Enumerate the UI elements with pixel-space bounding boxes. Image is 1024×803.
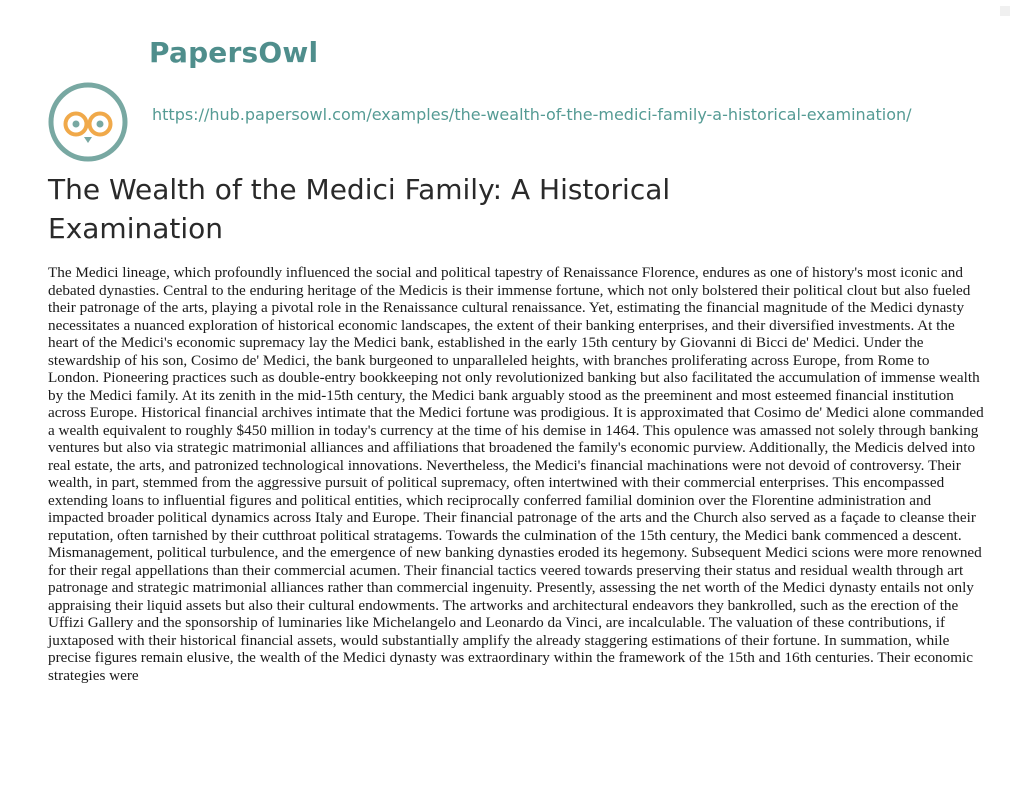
owl-logo-icon <box>48 82 128 162</box>
source-url-link[interactable]: https://hub.papersowl.com/examples/the-wealth-of-the-medici-family-a-historical-examination/ <box>152 105 912 124</box>
header <box>48 30 988 160</box>
corner-mark-icon <box>1000 6 1010 16</box>
page-title: The Wealth of the Medici Family: A Historical Examination <box>48 173 671 245</box>
brand-name[interactable]: PapersOwl <box>149 36 319 69</box>
article-body: The Medici lineage, which profoundly influenced the social and political tapestry of Renaissance Florence, endures as one of history's most iconic and debated dynasties. Central to the enduring heritage of the Medicis is their immense fortune, which not only bolstered their political clout but also fueled their patronage of the arts, playing a pivotal role in the Renaissance cultural renaissance. Yet, estimating the financial magnitude of the Medici dynasty necessitates a nuanced exploration of historical economic landscapes, the extent of their banking enterprises, and their diversified investments. At the heart of the Medici's economic supremacy lay the Medici bank, established in the early 15th century by Giovanni di Bicci de' Medici. Under the stewardship of his son, Cosimo de' Medici, the bank burgeoned to unparalleled heights, with branches proliferating across Europe, from Rome to London. Pioneering practices such as double-entry bookkeeping not only revolutionized banking but also facilitated the accumulation of immense wealth by the Medici family. At its zenith in the mid-15th century, the Medici bank arguably stood as the preeminent and most esteemed financial institution across Europe. Historical financial archives intimate that the Medici fortune was prodigious. It is approximated that Cosimo de' Medici alone commanded a wealth equivalent to roughly $450 million in today's currency at the time of his demise in 1464. This opulence was amassed not solely through banking ventures but also via strategic matrimonial alliances and affiliations that broadened the family's economic purview. Additionally, the Medicis delved into real estate, the arts, and patronized technological innovations. Nevertheless, the Medici's financial machinations were not devoid of controversy. Their wealth, in part, stemmed from the aggressive pursuit of political supremacy, often intertwined with their commercial enterprises. This encompassed extending loans to influential figures and political entities, which reciprocally conferred familial dominion over the Florentine administration and impacted broader political dynamics across Italy and Europe. Their financial patronage of the arts and the Church also served as a façade to cleanse their reputation, often tarnished by their cutthroat political stratagems. Towards the culmination of the 15th century, the Medici bank commenced a descent. Mismanagement, political turbulence, and the emergence of new banking dynasties eroded its hegemony. Subsequent Medici scions were more renowned for their regal appellations than their commercial acumen. Their financial tactics veered towards preserving their status and residual wealth through art patronage and strategic matrimonial alliances rather than commercial ingenuity. Presently, assessing the net worth of the Medici dynasty entails not only appraising their liquid assets but also their cultural endowments. The artworks and architectural endeavors they bankrolled, such as the erection of the Uffizi Gallery and the sponsorship of luminaries like Michelangelo and Leonardo da Vinci, are incalculable. The valuation of these contributions, if juxtaposed with their historical financial assets, would substantially amplify the already staggering estimations of their fortune. In summation, while precise figures remain elusive, the wealth of the Medici dynasty was extraordinary within the framework of the 15th and 16th centuries. Their economic strategies were <box>48 264 984 684</box>
